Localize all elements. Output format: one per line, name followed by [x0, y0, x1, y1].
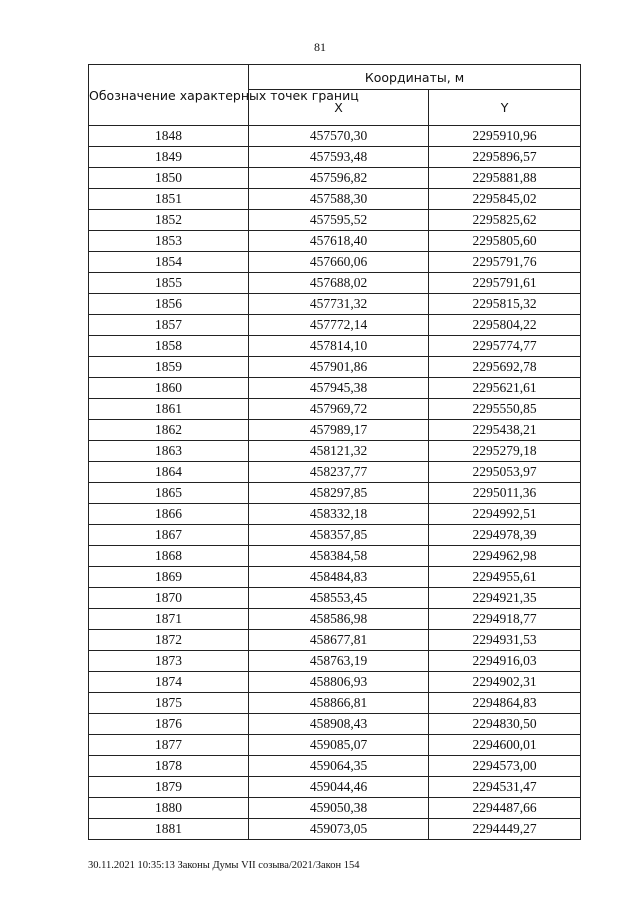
x-coordinate-cell: 457588,30: [249, 189, 429, 210]
y-coordinate-cell: 2295804,22: [429, 315, 581, 336]
x-coordinate-cell: 458357,85: [249, 525, 429, 546]
x-coordinate-cell: 458553,45: [249, 588, 429, 609]
x-coordinate-cell: 459050,38: [249, 798, 429, 819]
y-coordinate-cell: 2294902,31: [429, 672, 581, 693]
y-coordinate-cell: 2294600,01: [429, 735, 581, 756]
x-coordinate-cell: 457989,17: [249, 420, 429, 441]
footer-stamp: 30.11.2021 10:35:13 Законы Думы VII созыва/2021/Закон 154: [88, 860, 360, 871]
point-number-cell: 1877: [89, 735, 249, 756]
table-row: [89, 189, 581, 210]
y-coordinate-cell: 2295896,57: [429, 147, 581, 168]
point-number-cell: 1862: [89, 420, 249, 441]
table-row: [89, 462, 581, 483]
y-coordinate-cell: 2294864,83: [429, 693, 581, 714]
y-coordinate-cell: 2295279,18: [429, 441, 581, 462]
header-y: Y: [429, 90, 581, 126]
x-coordinate-cell: 458866,81: [249, 693, 429, 714]
y-coordinate-cell: 2294992,51: [429, 504, 581, 525]
y-coordinate-cell: 2295438,21: [429, 420, 581, 441]
table-row: [89, 294, 581, 315]
x-coordinate-cell: 457688,02: [249, 273, 429, 294]
x-coordinate-cell: 457618,40: [249, 231, 429, 252]
point-number-cell: 1869: [89, 567, 249, 588]
point-number-cell: 1850: [89, 168, 249, 189]
y-coordinate-cell: 2294830,50: [429, 714, 581, 735]
table-row: [89, 714, 581, 735]
point-number-cell: 1876: [89, 714, 249, 735]
point-number-cell: 1864: [89, 462, 249, 483]
y-coordinate-cell: 2295621,61: [429, 378, 581, 399]
x-coordinate-cell: 458586,98: [249, 609, 429, 630]
x-coordinate-cell: 458332,18: [249, 504, 429, 525]
point-number-cell: 1865: [89, 483, 249, 504]
x-coordinate-cell: 458121,32: [249, 441, 429, 462]
point-number-cell: 1851: [89, 189, 249, 210]
table-row: [89, 777, 581, 798]
table-row: [89, 231, 581, 252]
table-row: [89, 672, 581, 693]
x-coordinate-cell: 458763,19: [249, 651, 429, 672]
table-row: [89, 441, 581, 462]
table-row: [89, 735, 581, 756]
table-row: [89, 168, 581, 189]
y-coordinate-cell: 2294955,61: [429, 567, 581, 588]
table-row: [89, 252, 581, 273]
point-number-cell: 1855: [89, 273, 249, 294]
x-coordinate-cell: 459064,35: [249, 756, 429, 777]
x-coordinate-cell: 457945,38: [249, 378, 429, 399]
x-coordinate-cell: 458237,77: [249, 462, 429, 483]
point-number-cell: 1879: [89, 777, 249, 798]
y-coordinate-cell: 2294531,47: [429, 777, 581, 798]
x-coordinate-cell: 457901,86: [249, 357, 429, 378]
table-row: [89, 420, 581, 441]
y-coordinate-cell: 2294573,00: [429, 756, 581, 777]
y-coordinate-cell: 2294487,66: [429, 798, 581, 819]
point-number-cell: 1856: [89, 294, 249, 315]
x-coordinate-cell: 457731,32: [249, 294, 429, 315]
point-number-cell: 1848: [89, 126, 249, 147]
y-coordinate-cell: 2295910,96: [429, 126, 581, 147]
y-coordinate-cell: 2295774,77: [429, 336, 581, 357]
y-coordinate-cell: 2294978,39: [429, 525, 581, 546]
table-row: [89, 756, 581, 777]
table-row: [89, 273, 581, 294]
y-coordinate-cell: 2295550,85: [429, 399, 581, 420]
y-coordinate-cell: 2294449,27: [429, 819, 581, 840]
table-body: [89, 126, 581, 840]
header-coordinates: Координаты, м: [249, 65, 581, 90]
table-row: [89, 693, 581, 714]
point-number-cell: 1867: [89, 525, 249, 546]
y-coordinate-cell: 2295053,97: [429, 462, 581, 483]
y-coordinate-cell: 2295011,36: [429, 483, 581, 504]
x-coordinate-cell: 457660,06: [249, 252, 429, 273]
table-row: [89, 525, 581, 546]
point-number-cell: 1861: [89, 399, 249, 420]
point-number-cell: 1858: [89, 336, 249, 357]
point-number-cell: 1866: [89, 504, 249, 525]
x-coordinate-cell: 459044,46: [249, 777, 429, 798]
x-coordinate-cell: 457596,82: [249, 168, 429, 189]
x-coordinate-cell: 459073,05: [249, 819, 429, 840]
table-header: [89, 65, 581, 126]
x-coordinate-cell: 457814,10: [249, 336, 429, 357]
header-point-designation: Обозначение характерных точек границ: [89, 65, 249, 126]
x-coordinate-cell: 457772,14: [249, 315, 429, 336]
page-number: 81: [314, 40, 326, 54]
point-number-cell: 1880: [89, 798, 249, 819]
y-coordinate-cell: 2295805,60: [429, 231, 581, 252]
point-number-cell: 1863: [89, 441, 249, 462]
point-number-cell: 1859: [89, 357, 249, 378]
x-coordinate-cell: 458297,85: [249, 483, 429, 504]
y-coordinate-cell: 2295845,02: [429, 189, 581, 210]
x-coordinate-cell: 457969,72: [249, 399, 429, 420]
point-number-cell: 1881: [89, 819, 249, 840]
x-coordinate-cell: 457595,52: [249, 210, 429, 231]
table-row: [89, 126, 581, 147]
table-row: [89, 798, 581, 819]
point-number-cell: 1852: [89, 210, 249, 231]
x-coordinate-cell: 458384,58: [249, 546, 429, 567]
point-number-cell: 1875: [89, 693, 249, 714]
point-number-cell: 1874: [89, 672, 249, 693]
y-coordinate-cell: 2295791,76: [429, 252, 581, 273]
x-coordinate-cell: 458484,83: [249, 567, 429, 588]
point-number-cell: 1854: [89, 252, 249, 273]
coordinates-table: [88, 64, 581, 840]
point-number-cell: 1849: [89, 147, 249, 168]
table-row: [89, 147, 581, 168]
table-row: [89, 399, 581, 420]
y-coordinate-cell: 2295815,32: [429, 294, 581, 315]
point-number-cell: 1878: [89, 756, 249, 777]
point-number-cell: 1871: [89, 609, 249, 630]
x-coordinate-cell: 459085,07: [249, 735, 429, 756]
table-row: [89, 336, 581, 357]
table-row: [89, 651, 581, 672]
y-coordinate-cell: 2295692,78: [429, 357, 581, 378]
table-row: [89, 546, 581, 567]
table-row: [89, 357, 581, 378]
table-row: [89, 504, 581, 525]
table-row: [89, 567, 581, 588]
y-coordinate-cell: 2294931,53: [429, 630, 581, 651]
table-row: [89, 483, 581, 504]
y-coordinate-cell: 2294916,03: [429, 651, 581, 672]
table-row: [89, 210, 581, 231]
point-number-cell: 1857: [89, 315, 249, 336]
y-coordinate-cell: 2295791,61: [429, 273, 581, 294]
y-coordinate-cell: 2295825,62: [429, 210, 581, 231]
x-coordinate-cell: 458806,93: [249, 672, 429, 693]
point-number-cell: 1853: [89, 231, 249, 252]
y-coordinate-cell: 2294918,77: [429, 609, 581, 630]
x-coordinate-cell: 457570,30: [249, 126, 429, 147]
y-coordinate-cell: 2294962,98: [429, 546, 581, 567]
point-number-cell: 1872: [89, 630, 249, 651]
y-coordinate-cell: 2295881,88: [429, 168, 581, 189]
y-coordinate-cell: 2294921,35: [429, 588, 581, 609]
table-row: [89, 378, 581, 399]
point-number-cell: 1860: [89, 378, 249, 399]
table-row: [89, 315, 581, 336]
header-x: X: [249, 90, 429, 126]
table-row: [89, 630, 581, 651]
point-number-cell: 1870: [89, 588, 249, 609]
x-coordinate-cell: 458677,81: [249, 630, 429, 651]
x-coordinate-cell: 457593,48: [249, 147, 429, 168]
point-number-cell: 1868: [89, 546, 249, 567]
table-row: [89, 588, 581, 609]
table-row: [89, 609, 581, 630]
x-coordinate-cell: 458908,43: [249, 714, 429, 735]
point-number-cell: 1873: [89, 651, 249, 672]
table-row: [89, 819, 581, 840]
